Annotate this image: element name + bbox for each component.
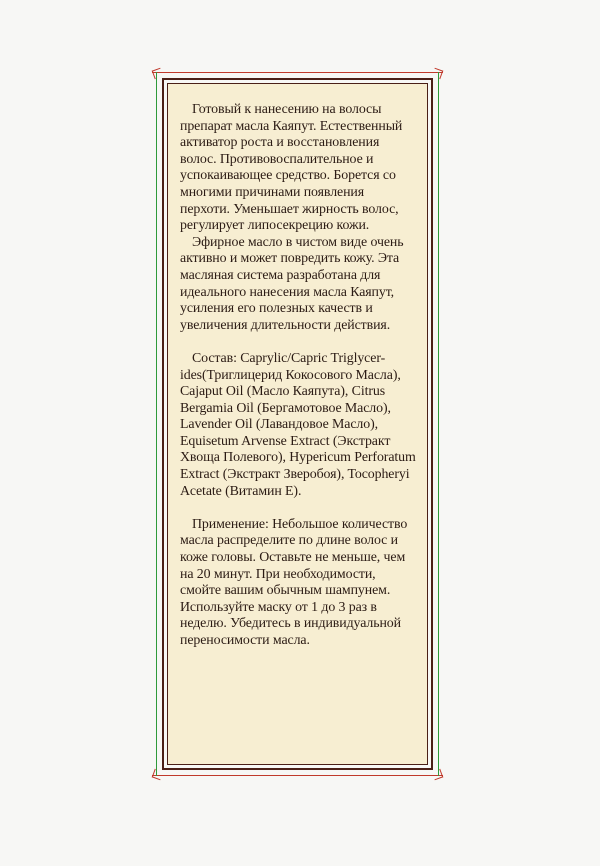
crop-mark-top-right bbox=[432, 68, 444, 80]
label-text-block bbox=[180, 102, 417, 650]
trim-line-bottom bbox=[152, 775, 443, 776]
composition-paragraph: Состав: Caprylic/Capric Triglycer-ides(Триглицерид Кокосового Масла), Cajaput Oil (Масло Каяпута), Citrus Bergamia Oil (Бергамотовое Масло), Lavender Oil (Лавандовое Масло), Equisetum Arvense Extract (Экстракт Хвоща Полевого), Hypericum Perforatum Extract (Экстракт Зверобоя), Tocopheryi Acetate (Витамин Е). bbox=[180, 350, 416, 499]
label-frame-outer bbox=[162, 78, 433, 770]
crop-mark-bottom-left bbox=[152, 769, 164, 781]
description-paragraph-1: Готовый к нанесению на волосы препарат масла Каяпут. Естественный активатор роста и восстановления волос. Противовоспалительное и успокаивающее средство. Борется со многими причинами появления перхоти. Уменьшает жирность волос, регулирует липосекрецию кожи. bbox=[180, 102, 403, 234]
paragraph-spacer bbox=[180, 500, 417, 517]
description-paragraph-2: Эфирное масло в чистом виде очень активно и может повредить кожу. Эта масляная система разработана для идеального нанесения масла Каяпут, усиления его полезных качеств и увеличения длительности действия. bbox=[180, 234, 404, 333]
guide-line-right bbox=[438, 72, 439, 776]
product-label-sheet bbox=[156, 72, 439, 776]
trim-line-top bbox=[152, 72, 443, 73]
paragraph-spacer bbox=[180, 334, 417, 351]
guide-line-left bbox=[156, 72, 157, 776]
label-frame-inner bbox=[167, 83, 428, 765]
crop-mark-bottom-right bbox=[432, 769, 444, 781]
usage-paragraph: Применение: Небольшое количество масла распределите по длине волос и коже головы. Оставьте не меньше, чем на 20 минут. При необходимости, смойте вашим обычным шампунем. Используйте маску от 1 до 3 раз в неделю. Убедитесь в индивидуальной переносимости масла. bbox=[180, 516, 408, 648]
